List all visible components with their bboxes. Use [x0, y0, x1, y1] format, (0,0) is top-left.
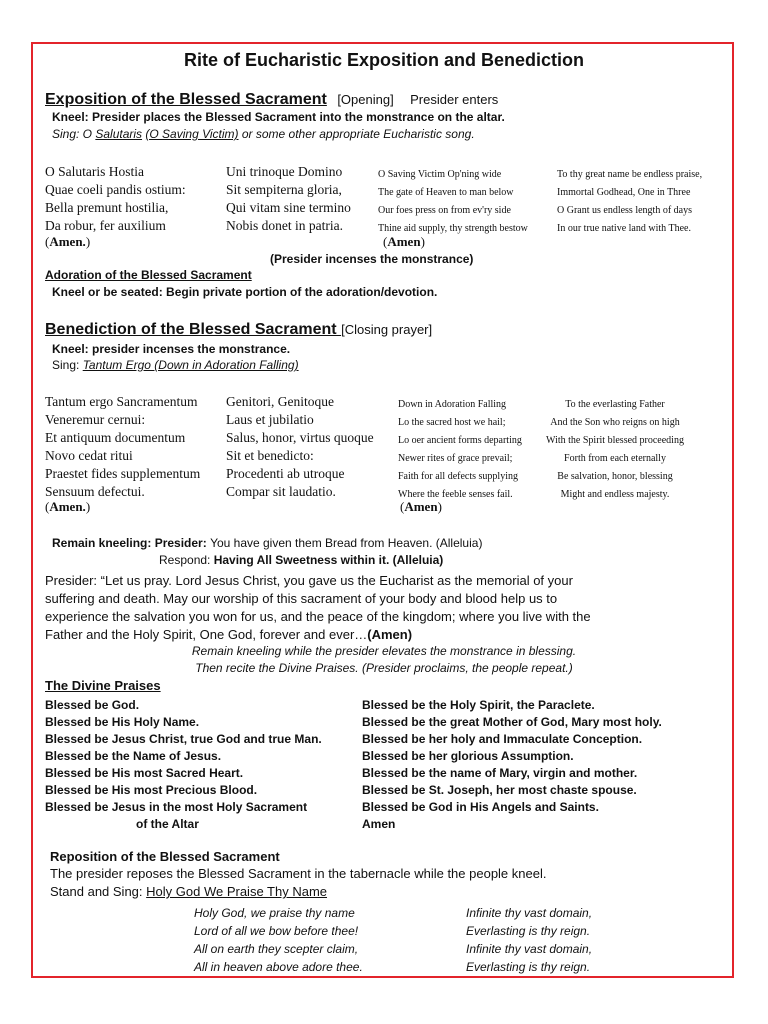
- exposition-latin-col2: [226, 163, 351, 235]
- exposition-latin-col1: [45, 163, 186, 235]
- respond-label: Respond:: [159, 553, 214, 567]
- verse-line: Nobis donet in patria.: [226, 218, 343, 233]
- verse-line: Uni trinoque Domino: [226, 164, 343, 179]
- sing-prefix: Sing: O: [52, 127, 96, 141]
- sing-victim: (O Saving Victim): [145, 127, 239, 141]
- incense-note: (Presider incenses the monstrance): [270, 252, 474, 266]
- sing-prefix: Sing:: [52, 358, 83, 372]
- benediction-latin-col2: [226, 393, 374, 501]
- praises-heading: The Divine Praises: [45, 678, 161, 693]
- remain-label: Remain kneeling: Presider:: [52, 536, 211, 550]
- benediction-english-col2: [530, 396, 700, 504]
- verse-line: Tantum ergo Sancramentum: [45, 394, 198, 409]
- verse-line: In our true native land with Thee.: [557, 223, 691, 234]
- hymn-line: Infinite thy vast domain,: [466, 942, 593, 956]
- note-line: Remain kneeling while the presider elevates the monstrance in blessing.: [191, 644, 577, 658]
- benediction-amen-english: (Amen): [400, 499, 442, 514]
- prayer-amen: (Amen): [367, 627, 413, 642]
- praise-line: of the Altar: [136, 817, 199, 831]
- reposition-heading: Reposition of the Blessed Sacrament: [50, 849, 280, 864]
- praise-line: Blessed be the great Mother of God, Mary most holy.: [362, 715, 662, 729]
- verse-line: Be salvation, honor, blessing: [557, 471, 673, 482]
- document-title: Rite of Eucharistic Exposition and Benediction: [183, 50, 585, 70]
- hymn-left: [194, 904, 363, 976]
- verse-line: Newer rites of grace prevail;: [398, 453, 513, 464]
- hymn-line: Infinite thy vast domain,: [466, 906, 593, 920]
- verse-line: Novo cedat ritui: [45, 448, 133, 463]
- benediction-latin-col1: [45, 393, 200, 501]
- verse-line: Might and endless majesty.: [560, 489, 670, 500]
- exposition-heading-row: [45, 92, 498, 108]
- benediction-kneel-line: Kneel: presider incenses the monstrance.: [52, 342, 291, 356]
- praise-line: Blessed be Jesus Christ, true God and true Man.: [45, 732, 322, 746]
- benediction-english-col1: [398, 396, 522, 504]
- praise-line: Blessed be her glorious Assumption.: [362, 749, 574, 763]
- exposition-english-col2: [557, 166, 702, 238]
- verse-line: And the Son who reigns on high: [550, 417, 680, 428]
- exposition-sing-line: [52, 128, 475, 140]
- verse-line: O Saving Victim Op'ning wide: [378, 169, 502, 180]
- reposition-sing-line: [50, 885, 327, 898]
- benediction-sing-line: [52, 359, 299, 371]
- verse-line: Bella premunt hostilia,: [45, 200, 169, 215]
- respond-text: Having All Sweetness within it. (Alleluia): [213, 553, 444, 567]
- verse-line: Et antiquum documentum: [45, 430, 186, 445]
- exposition-kneel-line: Kneel: Presider places the Blessed Sacrament into the monstrance on the altar.: [52, 110, 505, 124]
- verse-line: Qui vitam sine termino: [226, 200, 351, 215]
- exposition-bracket: [Opening]: [337, 92, 394, 107]
- hymn-right: [466, 904, 592, 976]
- verse-line: O Grant us endless length of days: [557, 205, 692, 216]
- verse-line: Lo oer ancient forms departing: [398, 435, 522, 446]
- sing-tantum-ergo: Tantum Ergo (Down in Adoration Falling): [82, 358, 299, 372]
- verse-line: Genitori, Genitoque: [226, 394, 334, 409]
- praise-line: Blessed be the Name of Jesus.: [45, 749, 222, 763]
- prayer-last-line: Father and the Holy Spirit, One God, forever and ever…: [45, 627, 368, 642]
- verse-line: Sit sempiterna gloria,: [226, 182, 342, 197]
- praise-line: Blessed be the name of Mary, virgin and mother.: [362, 766, 638, 780]
- exposition-amen-english: (Amen): [383, 234, 425, 249]
- hymn-line: Everlasting is thy reign.: [466, 960, 591, 974]
- verse-line: Laus et jubilatio: [226, 412, 314, 427]
- verse-line: Quae coeli pandis ostium:: [45, 182, 186, 197]
- prayer-line: [45, 626, 591, 644]
- verse-line: The gate of Heaven to man below: [378, 187, 514, 198]
- verse-line: Salus, honor, virtus quoque: [226, 430, 374, 445]
- praise-line: Blessed be her holy and Immaculate Conception.: [362, 732, 643, 746]
- verse-line: Praestet fides supplementum: [45, 466, 201, 481]
- verse-line: Da robur, fer auxilium: [45, 218, 166, 233]
- praise-amen: Amen: [362, 817, 396, 831]
- praise-line: Blessed be His most Precious Blood.: [45, 783, 258, 797]
- benediction-heading-row: [45, 322, 432, 338]
- hymn-line: Lord of all we bow before thee!: [194, 924, 359, 938]
- verse-line: To thy great name be endless praise,: [557, 169, 703, 180]
- verse-line: Sensuum defectui.: [45, 484, 145, 499]
- prayer-line: Presider: “Let us pray. Lord Jesus Christ, you gave us the Eucharist as the memorial of your: [45, 573, 573, 588]
- verse-line: Thine aid supply, thy strength bestow: [378, 223, 528, 234]
- praise-line: Blessed be St. Joseph, her most chaste spouse.: [362, 783, 637, 797]
- verse-line: Forth from each eternally: [564, 453, 666, 464]
- adoration-line: Kneel or be seated: Begin private portion of the adoration/devotion.: [52, 285, 438, 299]
- verse-line: Our foes press on from ev'ry side: [378, 205, 511, 216]
- sing-holy-god: Holy God We Praise Thy Name: [146, 884, 328, 899]
- praise-line: Blessed be Jesus in the most Holy Sacrament: [45, 800, 308, 814]
- verse-line: Where the feeble senses fail.: [398, 489, 513, 500]
- presider-enters: Presider enters: [410, 92, 499, 107]
- sing-prefix: Stand and Sing:: [50, 884, 147, 899]
- note-line: Then recite the Divine Praises. (Presider proclaims, the people repeat.): [195, 661, 573, 675]
- adoration-heading: Adoration of the Blessed Sacrament: [45, 268, 252, 282]
- sing-salutaris: Salutaris: [95, 127, 143, 141]
- praises-right: [362, 697, 662, 833]
- verse-line: With the Spirit blessed proceeding: [546, 435, 684, 446]
- verse-line: Lo the sacred host we hail;: [398, 417, 506, 428]
- praise-line: Blessed be His most Sacred Heart.: [45, 766, 244, 780]
- sing-suffix: or some other appropriate Eucharistic song.: [238, 127, 475, 141]
- benediction-heading: Benediction of the Blessed Sacrament: [45, 321, 342, 338]
- prayer-notes: [0, 643, 768, 677]
- praise-line: Blessed be God.: [45, 698, 140, 712]
- remain-text: You have given them Bread from Heaven. (Alleluia): [210, 536, 483, 550]
- benediction-bracket: [Closing prayer]: [341, 322, 433, 337]
- verse-line: Down in Adoration Falling: [398, 399, 507, 410]
- praise-line: Blessed be God in His Angels and Saints.: [362, 800, 599, 814]
- praise-line: Blessed be His Holy Name.: [45, 715, 200, 729]
- exposition-amen-latin: (Amen.): [45, 234, 91, 249]
- verse-line: Compar sit laudatio.: [226, 484, 336, 499]
- verse-line: O Salutaris Hostia: [45, 164, 144, 179]
- praises-left: [45, 697, 322, 833]
- verse-line: Veneremur cernui:: [45, 412, 146, 427]
- hymn-line: Everlasting is thy reign.: [466, 924, 591, 938]
- verse-line: Sit et benedicto:: [226, 448, 314, 463]
- exposition-heading: Exposition of the Blessed Sacrament: [45, 91, 327, 108]
- remain-kneeling-line: [52, 537, 482, 549]
- benediction-amen-latin: (Amen.): [45, 499, 91, 514]
- verse-line: Procedenti ab utroque: [226, 466, 345, 481]
- verse-line: Immortal Godhead, One in Three: [557, 187, 691, 198]
- reposition-line: The presider reposes the Blessed Sacrament in the tabernacle while the people kneel.: [50, 866, 547, 881]
- prayer-line: experience the salvation you won for us, and the peace of the kingdom; where you live with the: [45, 609, 591, 624]
- respond-line: [159, 554, 443, 566]
- prayer-text: [45, 572, 591, 644]
- hymn-line: All on earth they scepter claim,: [194, 942, 359, 956]
- verse-line: To the everlasting Father: [565, 399, 665, 410]
- hymn-line: All in heaven above adore thee.: [194, 960, 363, 974]
- prayer-line: suffering and death. May our worship of this sacrament of your body and blood help us to: [45, 591, 558, 606]
- praise-line: Blessed be the Holy Spirit, the Paraclete.: [362, 698, 595, 712]
- hymn-line: Holy God, we praise thy name: [194, 906, 355, 920]
- exposition-english-col1: [378, 166, 528, 238]
- verse-line: Faith for all defects supplying: [398, 471, 518, 482]
